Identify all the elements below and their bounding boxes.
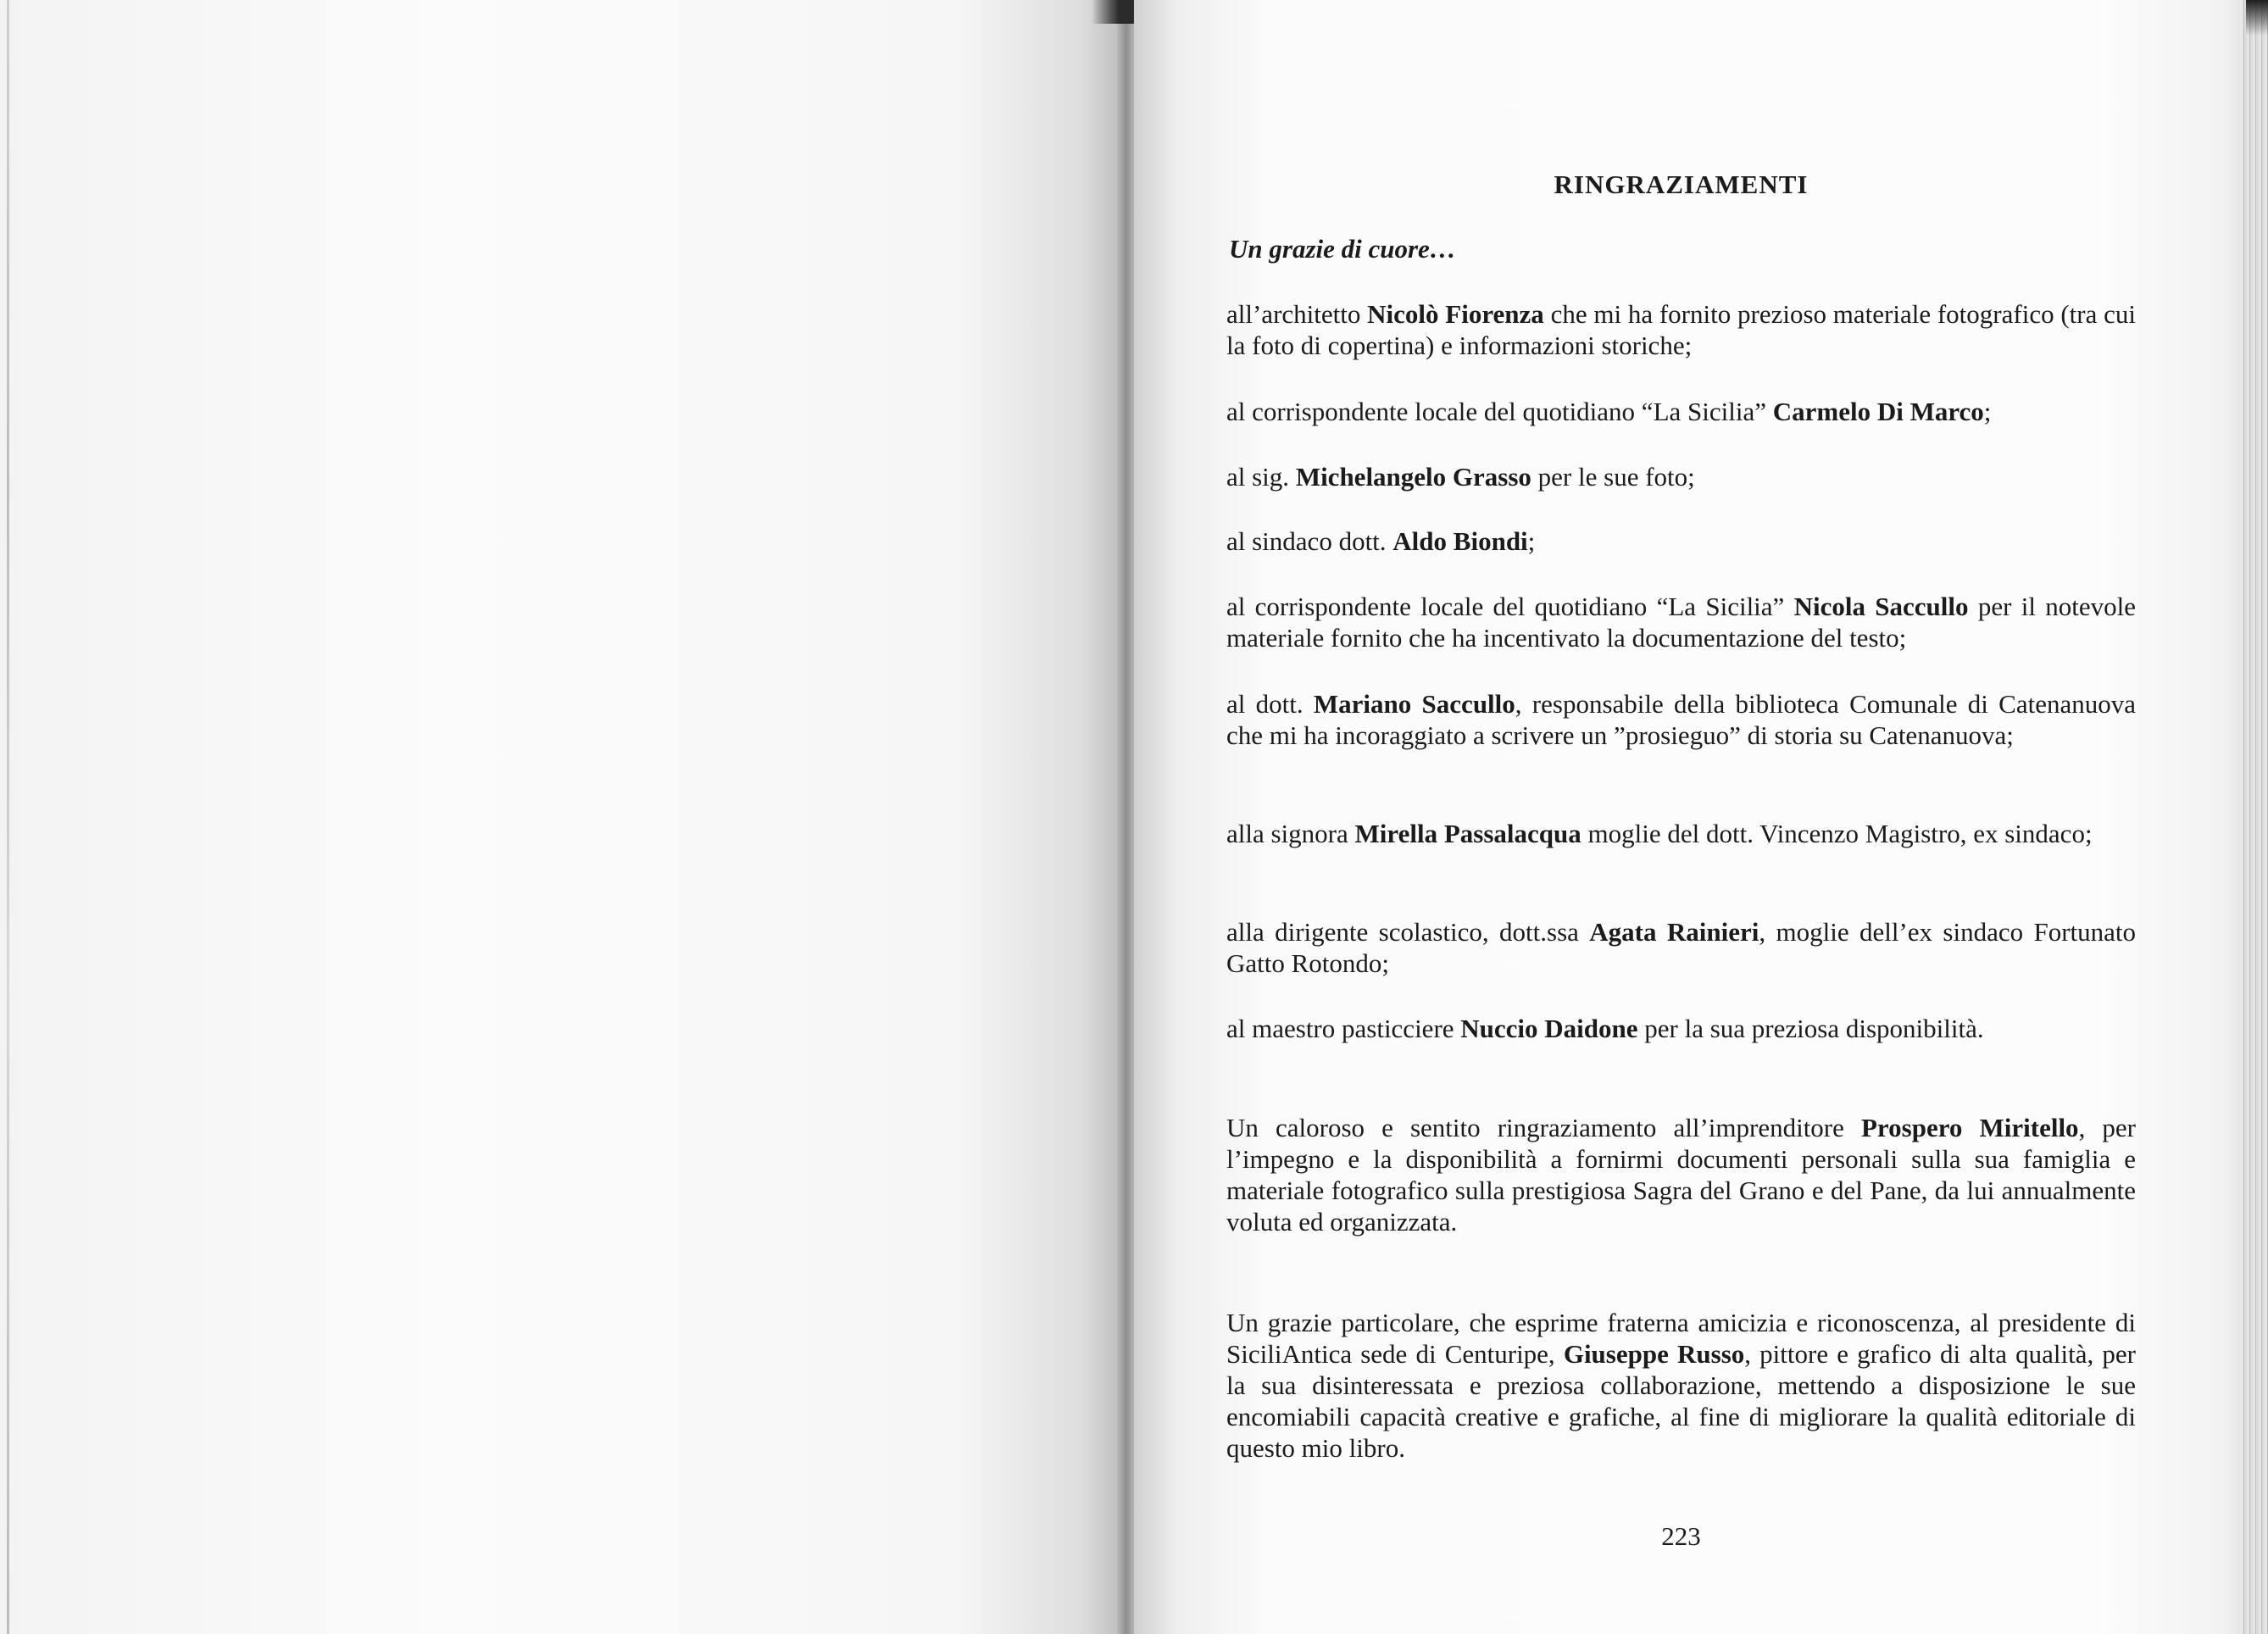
paragraph-text: alla signora bbox=[1226, 819, 1355, 848]
page-subtitle: Un grazie di cuore… bbox=[1229, 234, 1456, 264]
paragraph bbox=[1226, 818, 2136, 849]
paragraph-text: Un caloroso e sentito ringraziamento all’imprenditore bbox=[1226, 1113, 1861, 1142]
person-name: Prospero Miritello bbox=[1861, 1113, 2079, 1142]
paragraph-text: , pittore e grafico di alta qualità, per la sua disinteressata e preziosa collaborazione, mettendo a disposizione le sue encomiabili capacità creative e grafiche, al fine di migliorare la qualità editoriale di questo mio libro. bbox=[1226, 1339, 2136, 1463]
paragraph-text: all’architetto bbox=[1226, 299, 1368, 329]
paragraph bbox=[1226, 591, 2136, 653]
paragraph-text: , per l’impegno e la disponibilità a fornirmi documenti personali sulla sua famiglia e materiale fotografico sulla prestigiosa Sagra del Grano e del Pane, da lui annualmente voluta ed organizzata. bbox=[1226, 1113, 2136, 1237]
paragraph-text: per le sue foto; bbox=[1531, 462, 1695, 492]
person-name: Mariano Saccullo bbox=[1313, 689, 1515, 719]
paragraph-text: moglie del dott. Vincenzo Magistro, ex sindaco; bbox=[1581, 819, 2093, 848]
paragraph bbox=[1226, 525, 2136, 557]
person-name: Nicolò Fiorenza bbox=[1367, 299, 1544, 329]
page-number: 223 bbox=[1661, 1521, 1701, 1551]
paragraph-text: Un grazie particolare, che esprime fraterna amicizia e riconoscenza, al presidente di SiciliAntica sede di Centuripe, bbox=[1226, 1308, 2136, 1369]
paragraph-text: ; bbox=[1983, 397, 1992, 426]
paragraph-text: , responsabile della biblioteca Comunale di Catenanuova che mi ha incoraggiato a scrivere un ”prosieguo” di storia su Catenanuova; bbox=[1226, 689, 2136, 750]
paragraph bbox=[1226, 1307, 2136, 1464]
person-name: Mirella Passalacqua bbox=[1354, 819, 1581, 848]
paragraph-text: per il notevole materiale fornito che ha incentivato la documentazione del testo; bbox=[1226, 592, 2136, 653]
paragraph-text: al dott. bbox=[1226, 689, 1314, 719]
paragraph-text: al maestro pasticciere bbox=[1226, 1014, 1461, 1043]
left-page-blank bbox=[0, 0, 1124, 1634]
person-name: Aldo Biondi bbox=[1392, 526, 1528, 556]
paragraph-text: al corrispondente locale del quotidiano “La Sicilia” bbox=[1226, 397, 1773, 426]
paragraph-text: , moglie dell’ex sindaco Fortunato Gatto Rotondo; bbox=[1226, 917, 2137, 978]
page-edge bbox=[2241, 0, 2268, 1634]
paragraph bbox=[1226, 688, 2136, 751]
person-name: Nuccio Daidone bbox=[1460, 1014, 1638, 1043]
person-name: Carmelo Di Marco bbox=[1772, 397, 1984, 426]
paragraph-text: al corrispondente locale del quotidiano “La Sicilia” bbox=[1226, 592, 1794, 621]
paragraph bbox=[1226, 298, 2136, 361]
paragraph-text: ; bbox=[1527, 526, 1536, 556]
paragraph bbox=[1226, 1013, 2136, 1044]
paragraph-text: che mi ha fornito prezioso materiale fotografico (tra cui la foto di copertina) e informazioni storiche; bbox=[1226, 299, 2136, 360]
paragraph-text: per la sua preziosa disponibilità. bbox=[1637, 1014, 1984, 1043]
person-name: Nicola Saccullo bbox=[1793, 592, 1969, 621]
paragraph bbox=[1226, 916, 2136, 979]
paragraph-text: al sig. bbox=[1226, 462, 1296, 492]
paragraph bbox=[1226, 461, 2136, 492]
paragraph bbox=[1226, 1112, 2136, 1237]
paragraph-text: alla dirigente scolastico, dott.ssa bbox=[1226, 917, 1590, 947]
page-title: RINGRAZIAMENTI bbox=[1554, 170, 1809, 199]
person-name: Michelangelo Grasso bbox=[1295, 462, 1531, 492]
paragraph-text: al sindaco dott. bbox=[1226, 526, 1393, 556]
person-name: Giuseppe Russo bbox=[1563, 1339, 1745, 1369]
person-name: Agata Rainieri bbox=[1589, 917, 1759, 947]
paragraph bbox=[1226, 396, 2136, 427]
